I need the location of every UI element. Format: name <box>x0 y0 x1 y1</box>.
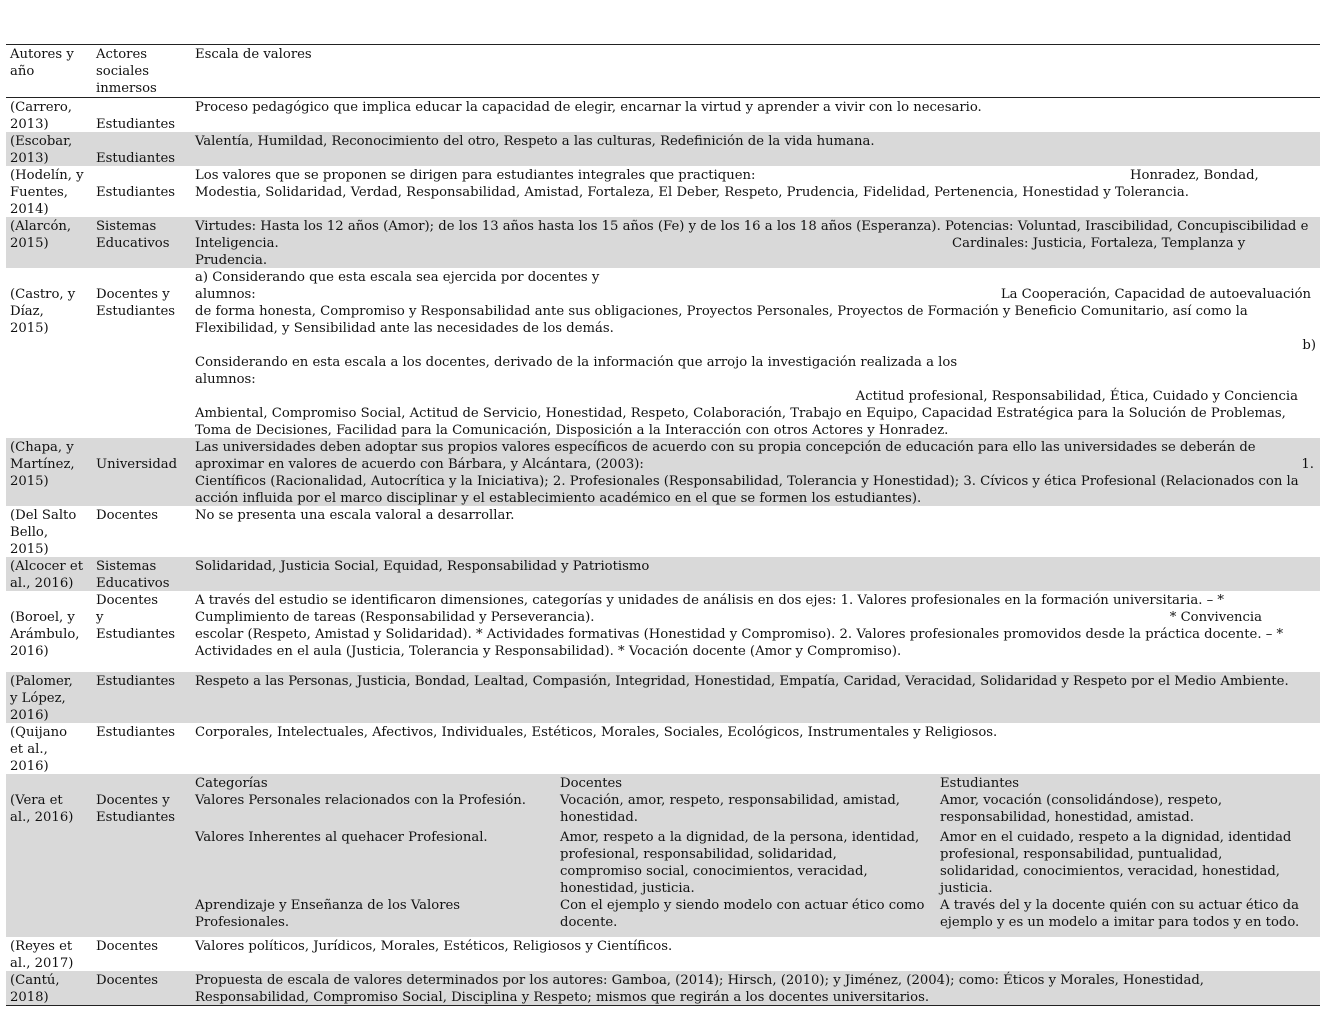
cell-escala-line: Considerando en esta escala a los docentes, derivado de la información que arrojo la investigación realizada a los <box>195 355 958 370</box>
cell-autor: (Palomer, y López, 2016) <box>10 674 73 723</box>
cell-escala: Valores políticos, Jurídicos, Morales, Estéticos, Religiosos y Científicos. <box>195 939 673 954</box>
cell-autor: (Carrero, 2013) <box>10 100 72 132</box>
table-row <box>6 217 1320 268</box>
cell-escala: Solidaridad, Justicia Social, Equidad, Responsabilidad y Patriotismo <box>195 559 650 574</box>
header-actores: Actores sociales inmersos <box>96 47 157 96</box>
cell-escala-line: A través del estudio se identificaron dimensiones, categorías y unidades de análisis en dos ejes: 1. Valores profesionales en la formación universitaria. – * <box>195 593 1224 608</box>
cell-actor: Estudiantes <box>96 674 176 689</box>
cell-escala-line: Ambiental, Compromiso Social, Actitud de Servicio, Honestidad, Respeto, Colaboración, Trabajo en Equipo, Capacidad Estratégica para la Solución de Problemas, <box>195 406 1286 421</box>
cell-actor: Estudiantes <box>96 151 176 166</box>
table-row <box>6 166 1320 217</box>
cell-escala-line: alumnos: <box>195 372 256 387</box>
table-row <box>6 723 1320 774</box>
cell-actor: Estudiantes <box>96 117 176 132</box>
cell-escala-line: acción influida por el marco disciplinar y el establecimiento académico en el que se formen los estudiantes). <box>195 491 922 506</box>
subtable-header-categorias: Categorías <box>195 776 268 791</box>
table-row <box>6 557 1320 591</box>
cell-escala-line: * Convivencia <box>1169 610 1262 625</box>
subtable-cell: Con el ejemplo y siendo modelo con actuar ético como docente. <box>560 898 925 930</box>
cell-escala-line: Cardinales: Justicia, Fortaleza, Templanza y <box>952 236 1246 251</box>
cell-escala-line: a) Considerando que esta escala sea ejercida por docentes y <box>195 270 600 285</box>
cell-escala: Propuesta de escala de valores determinados por los autores: Gamboa, (2014); Hirsch, (2010); y Jiménez, (2004); como: Éticos y Morales, Honestidad, Responsabilidad, Compromiso Social, Disciplina y Respeto; mismos que regirán a los docentes universitarios. <box>195 973 1204 1005</box>
cell-actor: Docentes y Estudiantes <box>96 793 176 825</box>
subtable-cell: Amor en el cuidado, respeto a la dignidad, identidad profesional, responsabilidad, puntualidad, solidaridad, conocimientos, veracidad, honestidad, justicia. <box>940 830 1292 896</box>
cell-actor: Estudiantes <box>96 725 176 740</box>
cell-actor: Docentes <box>96 939 159 954</box>
table-row <box>6 672 1320 723</box>
table-row <box>6 774 1320 937</box>
subtable-cell: Amor, respeto a la dignidad, de la persona, identidad, profesional, responsabilidad, solidaridad, compromiso social, conocimientos, veracidad, honestidad, justicia. <box>560 830 920 896</box>
cell-escala-line: Actividades en el aula (Justicia, Tolerancia y Responsabilidad). * Vocación docente (Amor y Compromiso). <box>195 644 902 659</box>
cell-autor: (Reyes et al., 2017) <box>10 939 74 971</box>
cell-autor: (Alarcón, 2015) <box>10 219 72 251</box>
table-header <box>6 45 1320 98</box>
cell-escala-line: de forma honesta, Compromiso y Responsabilidad ante sus obligaciones, Proyectos Personales, Proyectos de Formación y Beneficio Comunitario, así como la <box>195 304 1248 319</box>
cell-autor: (Castro, y Díaz, 2015) <box>10 287 76 336</box>
subtable-cell: Aprendizaje y Enseñanza de los Valores Profesionales. <box>195 898 461 930</box>
table-row <box>6 591 1320 672</box>
values-scale-table <box>6 44 1320 1006</box>
cell-escala-line: Inteligencia. <box>195 236 279 251</box>
header-autores: Autores y año <box>10 47 74 79</box>
cell-actor: Sistemas Educativos <box>96 559 170 591</box>
cell-escala-line: b) <box>1302 338 1316 353</box>
cell-actor: Docentes <box>96 508 159 523</box>
table-row <box>6 506 1320 557</box>
cell-escala-line: Científicos (Racionalidad, Autocrítica y la Iniciativa); 2. Profesionales (Responsabilidad, Tolerancia y Honestidad); 3. Cívicos y ética Profesional (Relacionados con la <box>195 474 1299 489</box>
cell-autor: (Vera et al., 2016) <box>10 793 74 825</box>
cell-escala-line: Prudencia. <box>195 253 268 268</box>
cell-escala-line: Virtudes: Hasta los 12 años (Amor); de los 13 años hasta los 15 años (Fe) y de los 16 a los 18 años (Esperanza). Potencias: Voluntad, Irascibilidad, Concupiscibilidad e <box>195 219 1309 234</box>
cell-autor: (Cantú, 2018) <box>10 973 60 1005</box>
cell-escala: Respeto a las Personas, Justicia, Bondad, Lealtad, Compasión, Integridad, Honestidad, Empatía, Caridad, Veracidad, Solidaridad y Respeto por el Medio Ambiente. <box>195 674 1289 689</box>
subtable-cell: A través del y la docente quién con su actuar ético da ejemplo y es un modelo a imitar para todos y en todo. <box>940 898 1300 930</box>
table-row <box>6 438 1320 506</box>
table-row <box>6 132 1320 166</box>
cell-actor: Docentes y Estudiantes <box>96 287 176 319</box>
cell-escala-line: alumnos: <box>195 287 256 302</box>
table-row <box>6 98 1320 132</box>
subtable-header-docentes: Docentes <box>560 776 623 791</box>
cell-escala-line: La Cooperación, Capacidad de autoevaluación <box>1000 287 1311 302</box>
cell-escala: Corporales, Intelectuales, Afectivos, Individuales, Estéticos, Morales, Sociales, Ecológicos, Instrumentales y Religiosos. <box>195 725 998 740</box>
subtable-cell: Valores Inherentes al quehacer Profesional. <box>195 830 488 845</box>
subtable-cell: Amor, vocación (consolidándose), respeto, responsabilidad, honestidad, amistad. <box>940 793 1223 825</box>
cell-escala-line: Flexibilidad, y Sensibilidad ante las necesidades de los demás. <box>195 321 614 336</box>
cell-escala-line: aproximar en valores de acuerdo con Bárbara, y Alcántara, (2003): <box>195 457 644 472</box>
cell-autor: (Alcocer et al., 2016) <box>10 559 84 591</box>
cell-autor: (Escobar, 2013) <box>10 134 73 166</box>
cell-escala-line: Actitud profesional, Responsabilidad, Ética, Cuidado y Conciencia <box>855 389 1298 404</box>
cell-autor: (Hodelín, y Fuentes, 2014) <box>10 168 84 217</box>
cell-actor: Docentes y Estudiantes <box>96 593 176 642</box>
cell-escala-line: 1. <box>1301 457 1314 472</box>
cell-escala-line: Las universidades deben adoptar sus propios valores específicos de acuerdo con su propia concepción de educación para ello las universidades se deberán de <box>195 440 1256 455</box>
cell-actor: Sistemas Educativos <box>96 219 170 251</box>
table-row <box>6 937 1320 971</box>
cell-escala-line: Modestia, Solidaridad, Verdad, Responsabilidad, Amistad, Fortaleza, El Deber, Respeto, Prudencia, Fidelidad, Pertenencia, Honestidad y Tolerancia. <box>195 185 1189 200</box>
cell-actor: Docentes <box>96 973 159 988</box>
table-row <box>6 268 1320 438</box>
cell-escala-line: Toma de Decisiones, Facilidad para la Comunicación, Disposición a la Interacción con otros Actores y Honradez. <box>195 423 949 438</box>
cell-escala-line: Honradez, Bondad, <box>1130 168 1259 183</box>
table-row <box>6 971 1320 1006</box>
cell-actor: Estudiantes <box>96 185 176 200</box>
cell-autor: (Chapa, y Martínez, 2015) <box>10 440 75 489</box>
cell-actor: Universidad <box>96 457 178 472</box>
subtable-cell: Vocación, amor, respeto, responsabilidad, amistad, honestidad. <box>560 793 900 825</box>
cell-escala-line: Los valores que se proponen se dirigen para estudiantes integrales que practiquen: <box>195 168 756 183</box>
cell-autor: (Quijano et al., 2016) <box>10 725 68 774</box>
subtable-cell: Valores Personales relacionados con la Profesión. <box>195 793 526 808</box>
header-escala: Escala de valores <box>195 47 312 62</box>
cell-escala: No se presenta una escala valoral a desarrollar. <box>195 508 515 523</box>
cell-escala: Proceso pedagógico que implica educar la capacidad de elegir, encarnar la virtud y aprender a vivir con lo necesario. <box>195 100 982 115</box>
cell-escala: Valentía, Humildad, Reconocimiento del otro, Respeto a las culturas, Redefinición de la vida humana. <box>195 134 875 149</box>
cell-autor: (Boroel, y Arámbulo, 2016) <box>10 610 80 659</box>
cell-escala-line: escolar (Respeto, Amistad y Solidaridad). * Actividades formativas (Honestidad y Compromiso). 2. Valores profesionales promovidos desde la práctica docente. – * <box>195 627 1284 642</box>
cell-escala-line: Cumplimiento de tareas (Responsabilidad y Perseverancia). <box>195 610 595 625</box>
subtable-header-estudiantes: Estudiantes <box>940 776 1020 791</box>
cell-autor: (Del Salto Bello, 2015) <box>10 508 77 557</box>
